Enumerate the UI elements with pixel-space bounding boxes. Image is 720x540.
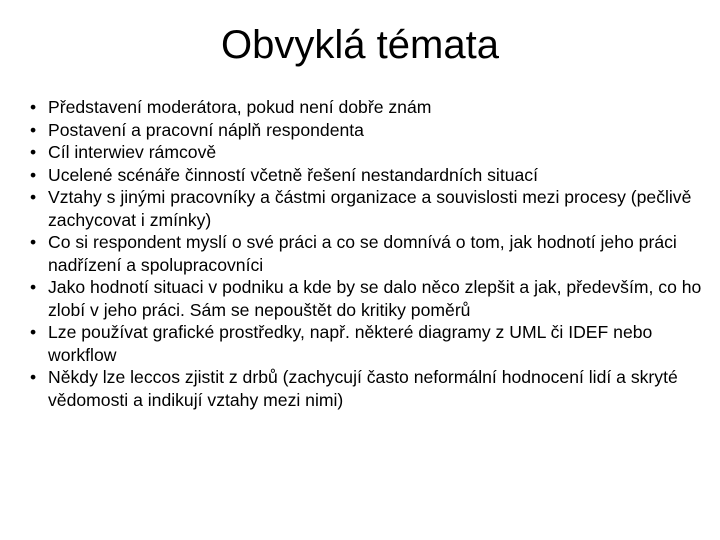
bullet-text-8: Lze používat grafické prostředky, např. některé diagramy z UML či IDEF nebo workflow: [48, 322, 653, 365]
bullet-icon: •: [30, 164, 37, 185]
bullet-text-6: Co si respondent myslí o své práci a co se domnívá o tom, jak hodnotí jeho práci nadřízení a spolupracovníci: [48, 232, 677, 275]
bullet-text-2: Postavení a pracovní náplň respondenta: [48, 119, 364, 140]
bullet-text-1: Představení moderátora, pokud není dobře znám: [48, 97, 432, 117]
bullet-icon: •: [30, 367, 37, 387]
bullet-text-7: Jako hodnotí situaci v podniku a kde by se dalo něco zlepšit a jak, především, co ho zlobí v jeho práci. Sám se nepouštět do kritiky poměrů: [48, 277, 702, 320]
bullet-item-3: [30, 141, 710, 164]
bullet-text-3: Cíl interwiev rámcově: [48, 142, 217, 162]
bullet-item-4: [30, 164, 710, 187]
bullet-item-8: [30, 321, 710, 366]
bullet-icon: •: [30, 97, 37, 117]
bullet-icon: •: [30, 119, 37, 140]
bullet-icon: •: [30, 187, 37, 207]
bullet-item-2: [30, 119, 710, 142]
bullet-item-9: [30, 366, 710, 411]
bullet-item-7: [30, 276, 710, 321]
bullet-icon: •: [30, 232, 37, 252]
bullet-icon: •: [30, 142, 37, 162]
bullet-item-5: [30, 186, 710, 231]
slide-title: Obvyklá témata: [221, 23, 499, 67]
bullet-text-9: Někdy lze leccos zjistit z drbů (zachycují často neformální hodnocení lidí a skryté vědomosti a indikují vztahy mezi nimi): [48, 367, 678, 410]
bullet-text-5: Vztahy s jinými pracovníky a částmi organizace a souvislosti mezi procesy (pečlivě zachycovat i zmínky): [48, 187, 692, 230]
bullet-icon: •: [30, 322, 37, 342]
bullet-list: [30, 96, 710, 411]
bullet-item-1: [30, 96, 710, 119]
bullet-icon: •: [30, 277, 37, 297]
bullet-item-6: [30, 231, 710, 276]
bullet-text-4: Ucelené scénáře činností včetně řešení nestandardních situací: [48, 164, 538, 185]
